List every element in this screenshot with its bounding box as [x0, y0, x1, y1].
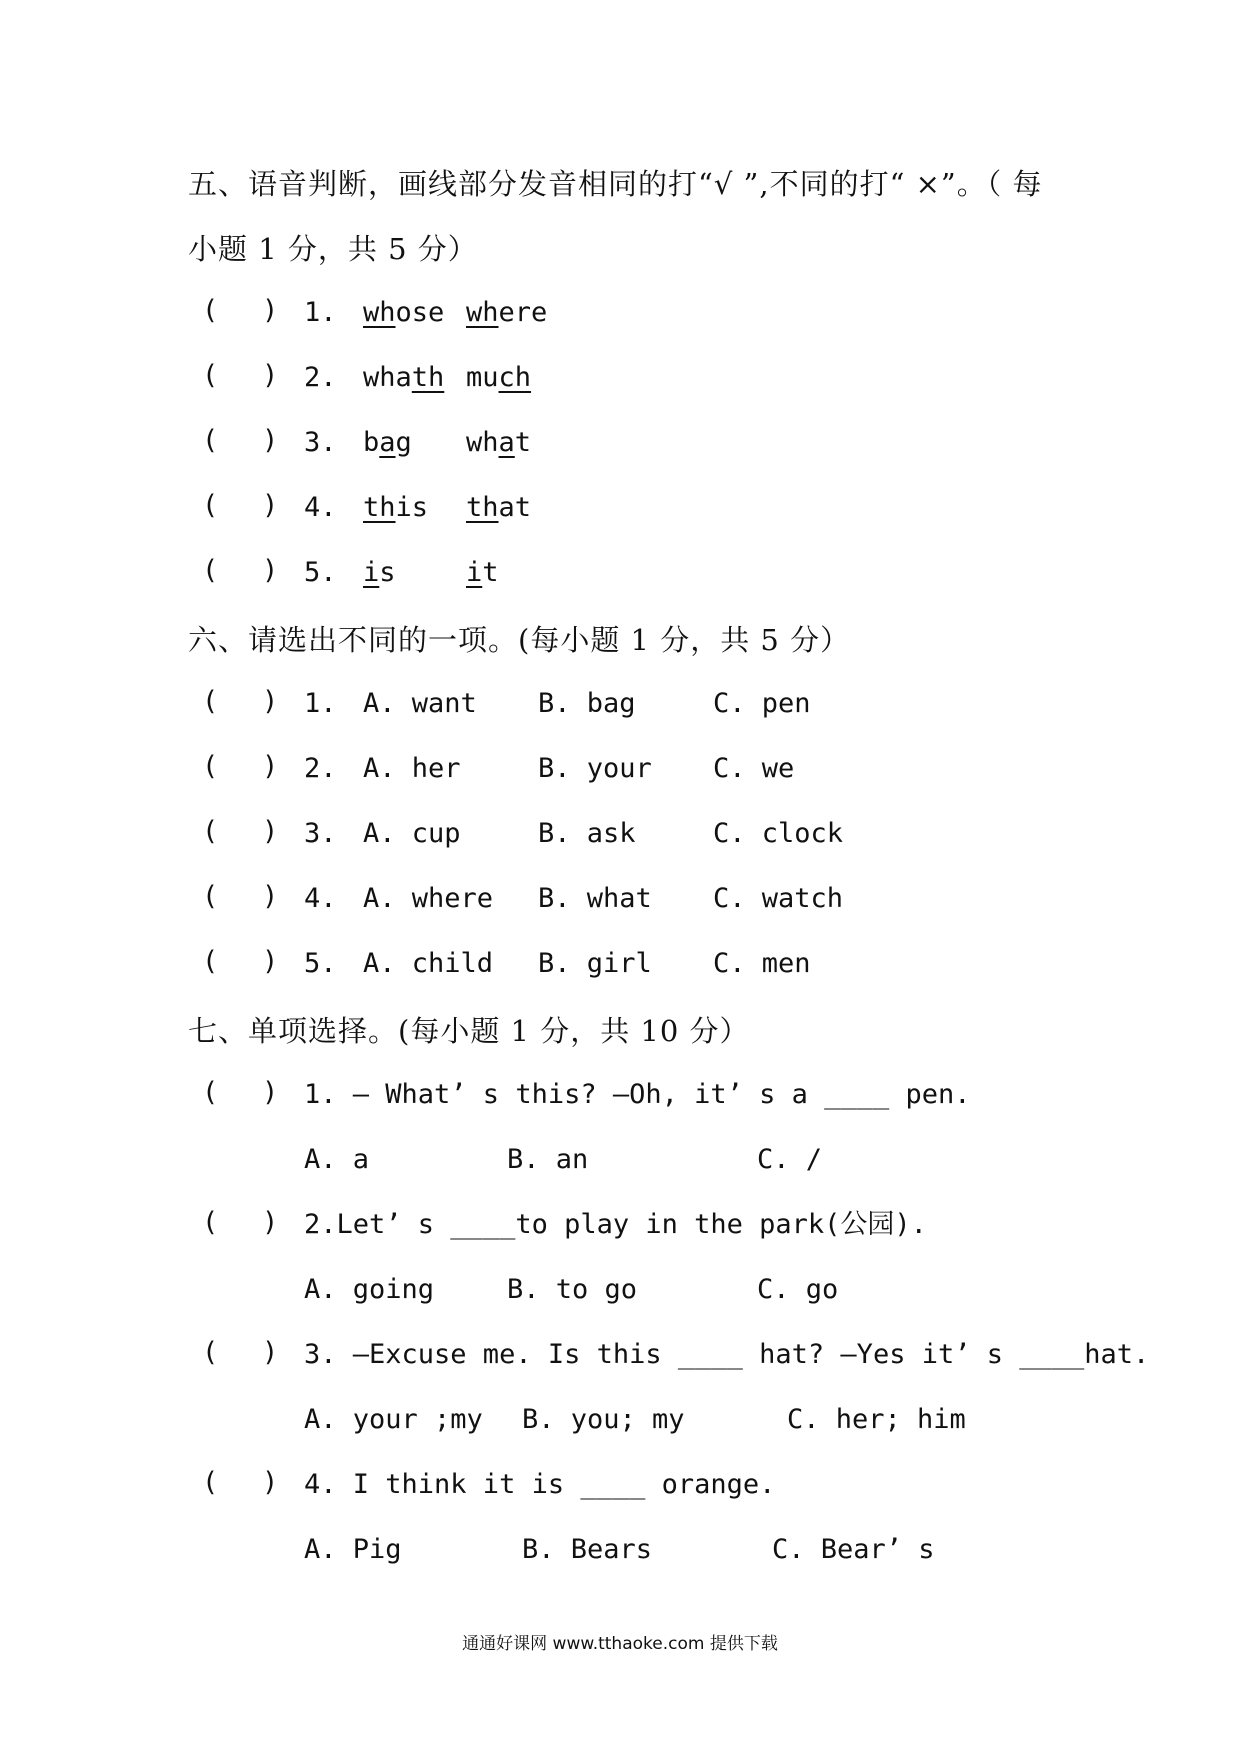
section7-item-1-option-c: C. /: [757, 1144, 823, 1175]
section5-item-5-close-paren: ): [262, 555, 279, 586]
section7-item-1-open-paren: (: [202, 1077, 219, 1108]
section5-item-5-word-2: [466, 555, 499, 591]
section7-item-4-option-c: C. Bear’ s: [772, 1534, 935, 1565]
section6-item-2-number: 2.: [304, 753, 337, 784]
section5-item-4-w1-suffix: is: [395, 492, 429, 523]
section5-item-2-word-2: [466, 360, 531, 396]
section7-item-2-open-paren: (: [202, 1207, 219, 1238]
section5-item-5-word-1: [363, 555, 396, 591]
section6-item-2-answer-blank[interactable]: [226, 751, 262, 785]
section5-item-4-open-paren: (: [202, 490, 219, 521]
section6-item-1-option-c: C. pen: [713, 688, 811, 719]
section6-item-5-answer-blank[interactable]: [226, 946, 262, 980]
section7-item-4-option-b: B. Bears: [522, 1534, 653, 1565]
section6-item-4-option-b: B. what: [538, 883, 652, 914]
section6-item-2-option-b: B. your: [538, 753, 652, 784]
section6-item-4-number: 4.: [304, 883, 337, 914]
section6-item-1-number: 1.: [304, 688, 337, 719]
section7-item-3-option-a: A. your ;my: [304, 1404, 483, 1435]
section5-item-3-w2-suffix: t: [514, 427, 532, 458]
section5-item-1-w1-underlined: wh: [363, 297, 396, 328]
section6-item-4-close-paren: ): [262, 881, 279, 912]
section6-item-5-option-a: A. child: [363, 948, 494, 979]
section5-item-3-answer-blank[interactable]: [226, 425, 262, 459]
section6-item-1-open-paren: (: [202, 686, 219, 717]
section5-item-4-w1-underlined: th: [363, 492, 396, 523]
section5-item-1-number: 1.: [304, 297, 337, 328]
section5-item-1-close-paren: ): [262, 295, 279, 326]
section5-item-4-w2-suffix: at: [498, 492, 532, 523]
section5-item-1-w1-suffix: ose: [395, 297, 445, 328]
section7-item-3-option-b: B. you; my: [522, 1404, 685, 1435]
section5-item-3-w1-prefix: b: [363, 427, 380, 458]
section5-item-4-number: 4.: [304, 492, 337, 523]
section5-item-5-w2-underlined: i: [466, 557, 483, 588]
section5-item-2-word-1: [363, 360, 444, 396]
section6-item-1-option-b: B. bag: [538, 688, 636, 719]
section7-item-2-option-a: A. going: [304, 1274, 435, 1305]
section5-item-4-answer-blank[interactable]: [226, 490, 262, 524]
section5-item-1-w2-underlined: wh: [466, 297, 499, 328]
section5-item-3-w1-underlined: a: [379, 427, 396, 458]
section7-title: 七、单项选择。(每小题 1 分，共 10 分）: [188, 1014, 750, 1048]
footer-source: 通通好课网 www.tthaoke.com 提供下载: [462, 1634, 778, 1654]
section5-item-5-w1-suffix: s: [379, 557, 396, 588]
section6-item-5-option-b: B. girl: [538, 948, 652, 979]
section5-item-1-open-paren: (: [202, 295, 219, 326]
section5-item-4-word-1: [363, 490, 428, 526]
section6-item-4-open-paren: (: [202, 881, 219, 912]
section5-item-3-w2-prefix: wh: [466, 427, 499, 458]
section7-item-4-question: 4. I think it is ____ orange.: [304, 1469, 776, 1500]
section6-item-5-open-paren: (: [202, 946, 219, 977]
section5-item-3-close-paren: ): [262, 425, 279, 456]
section6-item-3-number: 3.: [304, 818, 337, 849]
section7-item-1-option-b: B. an: [507, 1144, 589, 1175]
section7-item-4-option-a: A. Pig: [304, 1534, 402, 1565]
section5-item-2-w1-prefix: wha: [363, 362, 412, 393]
section7-item-1-answer-blank[interactable]: [226, 1077, 262, 1111]
section6-item-3-open-paren: (: [202, 816, 219, 847]
section5-item-2-w1-underlined: th: [411, 362, 445, 393]
section7-item-3-option-c: C. her; him: [787, 1404, 966, 1435]
section6-item-3-answer-blank[interactable]: [226, 816, 262, 850]
section5-item-5-open-paren: (: [202, 555, 219, 586]
section5-title-line2: 小题 1 分，共 5 分）: [188, 232, 478, 266]
section6-item-1-option-a: A. want: [363, 688, 477, 719]
section7-item-3-answer-blank[interactable]: [226, 1337, 262, 1371]
section5-item-1-word-1: [363, 295, 444, 331]
section6-item-3-option-a: A. cup: [363, 818, 461, 849]
section6-item-5-close-paren: ): [262, 946, 279, 977]
section5-item-5-w1-underlined: i: [363, 557, 380, 588]
section6-item-4-answer-blank[interactable]: [226, 881, 262, 915]
section5-item-2-open-paren: (: [202, 360, 219, 391]
section6-item-2-option-a: A. her: [363, 753, 461, 784]
section5-item-4-word-2: [466, 490, 531, 526]
section5-item-1-w2-suffix: ere: [498, 297, 548, 328]
section5-item-2-answer-blank[interactable]: [226, 360, 262, 394]
section7-item-4-close-paren: ): [262, 1467, 279, 1498]
section6-item-2-open-paren: (: [202, 751, 219, 782]
section5-item-3-number: 3.: [304, 427, 337, 458]
section5-item-3-word-2: [466, 425, 531, 461]
section7-item-1-question: 1. — What’ s this? —Oh, it’ s a ____ pen.: [304, 1079, 971, 1110]
section6-item-1-answer-blank[interactable]: [226, 686, 262, 720]
section6-item-5-option-c: C. men: [713, 948, 811, 979]
section7-item-2-answer-blank[interactable]: [226, 1207, 262, 1241]
section6-title: 六、请选出不同的一项。(每小题 1 分，共 5 分）: [188, 623, 851, 657]
section5-item-2-w2-underlined: ch: [498, 362, 532, 393]
section6-item-2-option-c: C. we: [713, 753, 795, 784]
section7-item-3-question: 3. —Excuse me. Is this ____ hat? —Yes it’ s ____hat.: [304, 1339, 1150, 1370]
section7-item-1-option-a: A. a: [304, 1144, 370, 1175]
section5-item-4-close-paren: ): [262, 490, 279, 521]
section7-item-2-option-b: B. to go: [507, 1274, 638, 1305]
section5-item-3-w1-suffix: g: [395, 427, 412, 458]
section7-item-1-close-paren: ): [262, 1077, 279, 1108]
section5-item-3-open-paren: (: [202, 425, 219, 456]
section7-item-2-close-paren: ): [262, 1207, 279, 1238]
section7-item-2-option-c: C. go: [757, 1274, 839, 1305]
section5-item-5-w2-suffix: t: [482, 557, 499, 588]
section5-item-2-number: 2.: [304, 362, 337, 393]
section6-item-4-option-c: C. watch: [713, 883, 844, 914]
section5-item-5-answer-blank[interactable]: [226, 555, 262, 589]
section5-item-3-word-1: [363, 425, 412, 461]
section7-item-2-question: 2.Let’ s ____to play in the park(公园).: [304, 1209, 927, 1240]
section5-item-2-w2-prefix: mu: [466, 362, 499, 393]
section6-item-3-close-paren: ): [262, 816, 279, 847]
section7-item-4-open-paren: (: [202, 1467, 219, 1498]
section6-item-1-close-paren: ): [262, 686, 279, 717]
section6-item-4-option-a: A. where: [363, 883, 494, 914]
section7-item-3-close-paren: ): [262, 1337, 279, 1368]
section5-item-1-word-2: [466, 295, 547, 331]
section6-item-3-option-b: B. ask: [538, 818, 636, 849]
section5-title-line1: 五、语音判断，画线部分发音相同的打“√ ”,不同的打“ ×”。（ 每: [188, 167, 1043, 201]
section5-item-3-w2-underlined: a: [498, 427, 515, 458]
section5-item-1-answer-blank[interactable]: [226, 295, 262, 329]
section6-item-3-option-c: C. clock: [713, 818, 844, 849]
section6-item-5-number: 5.: [304, 948, 337, 979]
section6-item-2-close-paren: ): [262, 751, 279, 782]
section7-item-3-open-paren: (: [202, 1337, 219, 1368]
section7-item-4-answer-blank[interactable]: [226, 1467, 262, 1501]
section5-item-2-close-paren: ): [262, 360, 279, 391]
section5-item-5-number: 5.: [304, 557, 337, 588]
section5-item-4-w2-underlined: th: [466, 492, 499, 523]
